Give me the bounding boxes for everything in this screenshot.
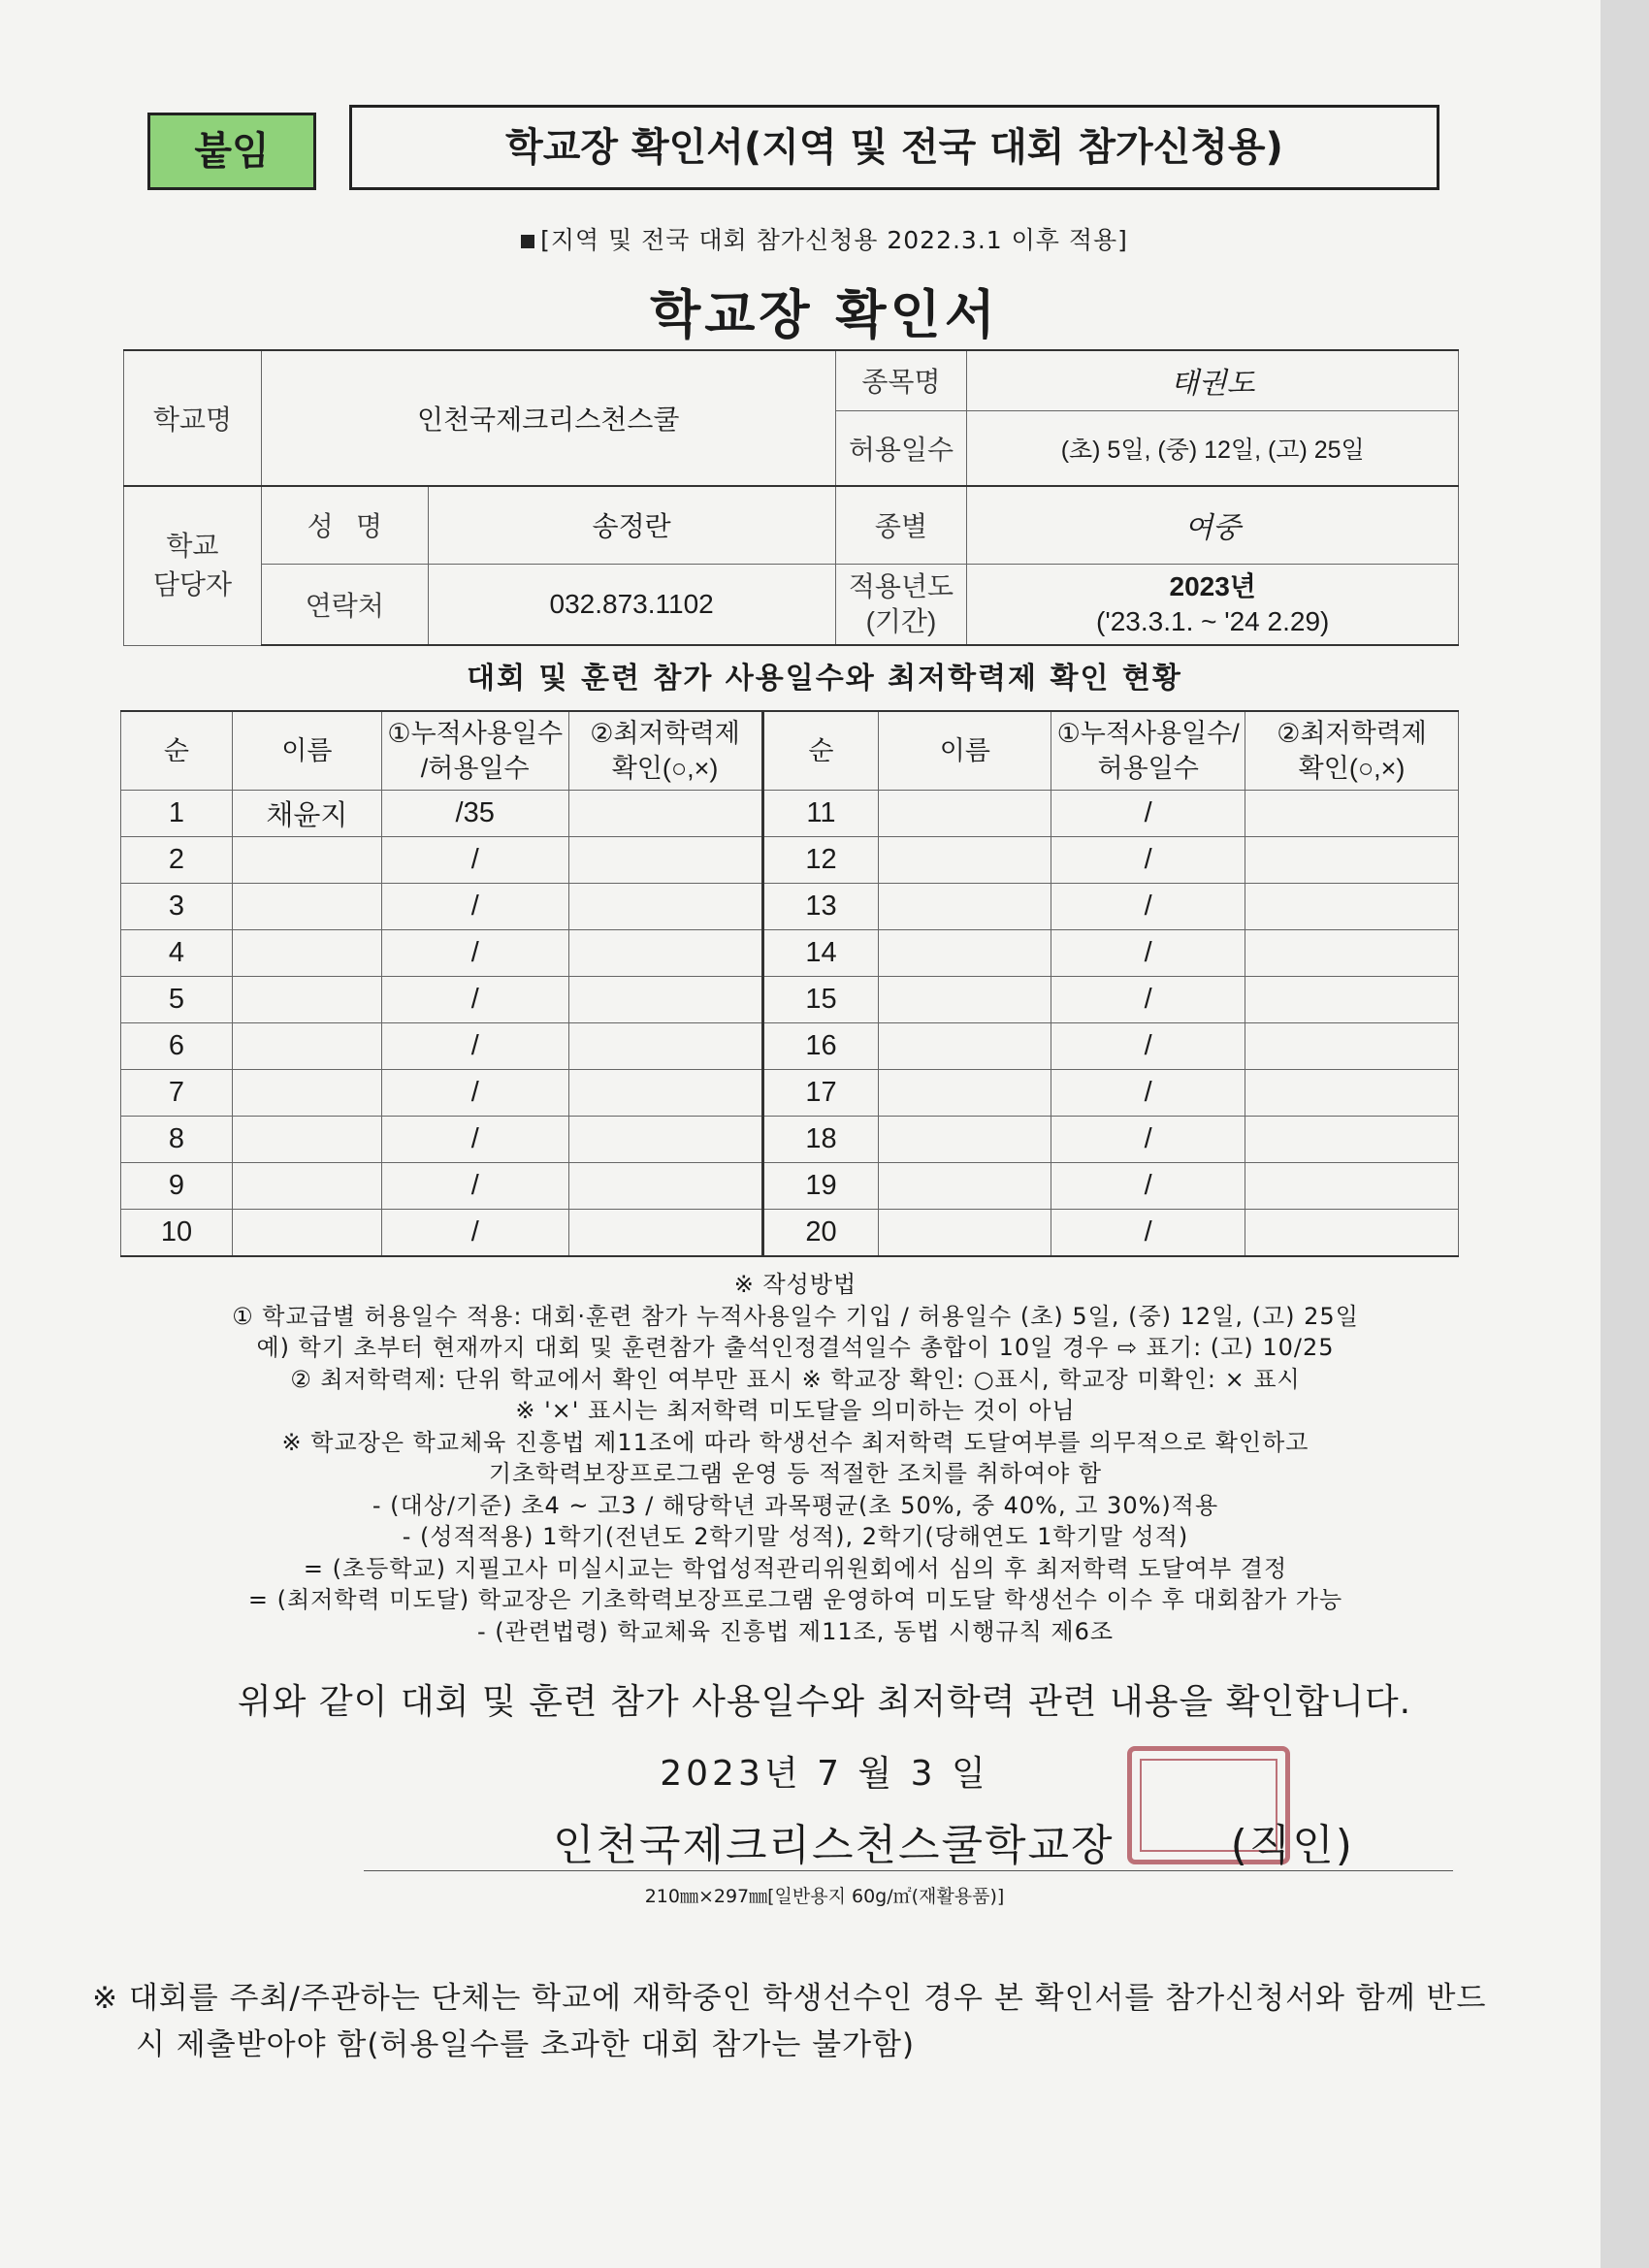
- row-days: /: [381, 884, 568, 930]
- col-check-left: ②최저학력제 확인(○,×): [568, 711, 762, 791]
- confirmation-statement: 위와 같이 대회 및 훈련 참가 사용일수와 최저학력 관련 내용을 확인합니다.: [237, 1682, 1412, 1722]
- row-check: [1245, 930, 1459, 977]
- row-name: [879, 1070, 1051, 1117]
- header-title: 학교장 확인서(지역 및 전국 대회 참가신청용): [349, 105, 1439, 190]
- row-check: [1245, 884, 1459, 930]
- guide-line: = (초등학교) 지필고사 미실시교는 학업성적관리위원회에서 심의 후 최저학력 도달여부 결정: [303, 1554, 1288, 1582]
- row-no: 19: [762, 1163, 879, 1210]
- row-name: [879, 1023, 1051, 1070]
- subnote-text: [지역 및 전국 대회 참가신청용 2022.3.1 이후 적용]: [540, 226, 1128, 254]
- school-manager-label: 학교 담당자: [124, 486, 262, 645]
- row-no: 5: [121, 977, 233, 1023]
- row-check: [1245, 1070, 1459, 1117]
- row-days: /: [381, 930, 568, 977]
- paper-spec: 210㎜×297㎜[일반용지 60g/㎡(재활용품)]: [644, 1886, 1005, 1907]
- table-row: [121, 977, 1459, 1023]
- row-no: 1: [121, 791, 233, 837]
- row-check: [568, 1163, 762, 1210]
- table-row: [121, 837, 1459, 884]
- col-days-left: ①누적사용일수 /허용일수: [381, 711, 568, 791]
- row-check: [1245, 1163, 1459, 1210]
- row-days: /35: [381, 791, 568, 837]
- apply-year-value: 2023년: [1169, 570, 1256, 601]
- row-no: 20: [762, 1210, 879, 1257]
- row-check: [568, 1117, 762, 1163]
- guide-line: 예) 학기 초부터 현재까지 대회 및 훈련참가 출석인정결석일수 총합이 10일 경우 ⇨ 표기: (고) 10/25: [256, 1334, 1335, 1361]
- col-check-right: ②최저학력제 확인(○,×): [1245, 711, 1459, 791]
- bottom-note-line: ※ 대회를 주최/주관하는 단체는 학교에 재학중인 학생선수인 경우 본 확인서를 참가신청서와 함께 반드: [92, 1981, 1487, 2016]
- apply-period-value: ('23.3.1. ~ '24 2.29): [1096, 605, 1330, 636]
- guide-line: ① 학교급별 허용일수 적용: 대회·훈련 참가 누적사용일수 기입 / 허용일수 (초) 5일, (중) 12일, (고) 25일: [232, 1302, 1359, 1330]
- row-name: [232, 1117, 381, 1163]
- row-days: /: [1051, 1070, 1245, 1117]
- row-name: [879, 1117, 1051, 1163]
- participants-table: [120, 710, 1459, 1257]
- subnote: [0, 221, 1649, 256]
- row-name: [232, 1070, 381, 1117]
- contact-label: 연락처: [261, 564, 428, 645]
- row-no: 13: [762, 884, 879, 930]
- signer: [553, 1810, 1354, 1872]
- section-title: 대회 및 훈련 참가 사용일수와 최저학력제 확인 현황: [467, 662, 1182, 696]
- row-name: [879, 930, 1051, 977]
- row-check: [1245, 1210, 1459, 1257]
- row-no: 18: [762, 1117, 879, 1163]
- row-check: [1245, 1023, 1459, 1070]
- row-no: 10: [121, 1210, 233, 1257]
- row-check: [568, 930, 762, 977]
- manager-name-label: 성 명: [261, 486, 428, 564]
- guide-line: ※ 학교장은 학교체육 진흥법 제11조에 따라 학생선수 최저학력 도달여부를 의무적으로 확인하고: [281, 1428, 1310, 1456]
- row-name: [232, 1163, 381, 1210]
- row-check: [568, 1210, 762, 1257]
- row-no: 2: [121, 837, 233, 884]
- school-info-table: [123, 349, 1459, 646]
- row-check: [1245, 791, 1459, 837]
- row-no: 16: [762, 1023, 879, 1070]
- row-name: [232, 1210, 381, 1257]
- row-days: /: [381, 1210, 568, 1257]
- row-check: [1245, 977, 1459, 1023]
- row-name: [232, 837, 381, 884]
- row-days: /: [1051, 837, 1245, 884]
- row-no: 9: [121, 1163, 233, 1210]
- writing-guide: [97, 1269, 1494, 1647]
- row-check: [568, 884, 762, 930]
- row-check: [568, 1070, 762, 1117]
- row-name: [232, 884, 381, 930]
- row-check: [1245, 837, 1459, 884]
- row-days: /: [381, 1023, 568, 1070]
- guide-line: - (대상/기준) 초4 ~ 고3 / 해당학년 과목평균(초 50%, 중 40%, 고 30%)적용: [372, 1491, 1219, 1519]
- row-days: /: [381, 1163, 568, 1210]
- row-days: /: [1051, 1023, 1245, 1070]
- col-name-right: 이름: [879, 711, 1051, 791]
- guide-line: - (성적적용) 1학기(전년도 2학기말 성적), 2학기(당해연도 1학기말 성적): [402, 1523, 1189, 1550]
- row-name: [232, 930, 381, 977]
- row-name: [879, 977, 1051, 1023]
- row-days: /: [1051, 1210, 1245, 1257]
- table-row: [121, 791, 1459, 837]
- sport-label: 종목명: [835, 350, 967, 410]
- row-days: /: [381, 1117, 568, 1163]
- row-days: /: [1051, 977, 1245, 1023]
- row-no: 6: [121, 1023, 233, 1070]
- row-no: 8: [121, 1117, 233, 1163]
- row-days: /: [381, 977, 568, 1023]
- manager-name-value: 송정란: [428, 486, 835, 564]
- row-days: /: [381, 1070, 568, 1117]
- table-row: [121, 1117, 1459, 1163]
- guide-line: 기초학력보장프로그램 운영 등 적절한 조치를 취하여야 함: [488, 1460, 1103, 1487]
- row-check: [568, 1023, 762, 1070]
- row-no: 7: [121, 1070, 233, 1117]
- row-name: [879, 837, 1051, 884]
- bottom-note: [92, 1975, 1489, 2068]
- row-no: 17: [762, 1070, 879, 1117]
- col-days-right: ①누적사용일수/ 허용일수: [1051, 711, 1245, 791]
- row-name: [879, 884, 1051, 930]
- header: [147, 105, 1439, 194]
- row-days: /: [1051, 1163, 1245, 1210]
- category-label: 종별: [835, 486, 967, 564]
- row-no: 14: [762, 930, 879, 977]
- row-days: /: [1051, 930, 1245, 977]
- row-no: 11: [762, 791, 879, 837]
- row-check: [568, 791, 762, 837]
- issue-date: 2023년 7 월 3 일: [660, 1754, 989, 1794]
- row-no: 3: [121, 884, 233, 930]
- attachment-badge: 붙임: [147, 113, 316, 190]
- school-name-label: 학교명: [124, 350, 262, 486]
- signer-name: 인천국제크리스천스쿨학교장: [553, 1821, 1115, 1870]
- apply-year-label: 적용년도 (기간): [835, 564, 967, 645]
- row-name: [879, 1210, 1051, 1257]
- guide-line: ※ 작성방법: [733, 1271, 857, 1298]
- row-check: [568, 837, 762, 884]
- table-row: [121, 1163, 1459, 1210]
- col-no-left: 순: [121, 711, 233, 791]
- row-check: [1245, 1117, 1459, 1163]
- school-name-value: 인천국제크리스천스쿨: [261, 350, 835, 486]
- row-name: [879, 791, 1051, 837]
- row-days: /: [381, 837, 568, 884]
- guide-line: ※ '×' 표시는 최저학력 미도달을 의미하는 것이 아님: [515, 1397, 1076, 1424]
- divider: [364, 1870, 1453, 1871]
- row-no: 15: [762, 977, 879, 1023]
- row-no: 12: [762, 837, 879, 884]
- row-name: [232, 1023, 381, 1070]
- row-check: [568, 977, 762, 1023]
- row-name: [232, 977, 381, 1023]
- col-no-right: 순: [762, 711, 879, 791]
- category-value: 여중: [967, 486, 1459, 564]
- table-row: [121, 930, 1459, 977]
- table-row: [121, 1070, 1459, 1117]
- table-row: [121, 1210, 1459, 1257]
- guide-line: - (관련법령) 학교체육 진흥법 제11조, 동법 시행규칙 제6조: [476, 1617, 1115, 1645]
- allowed-days-label: 허용일수: [835, 410, 967, 486]
- bottom-note-line: 시 제출받아야 함(허용일수를 초과한 대회 참가는 불가함): [136, 2027, 916, 2062]
- seal-label: (직인): [1230, 1821, 1354, 1870]
- row-no: 4: [121, 930, 233, 977]
- row-name: 채윤지: [232, 791, 381, 837]
- participants-header-row: [121, 711, 1459, 791]
- col-name-left: 이름: [232, 711, 381, 791]
- row-days: /: [1051, 791, 1245, 837]
- allowed-days-value: (초) 5일, (중) 12일, (고) 25일: [967, 410, 1459, 486]
- participants-body: [121, 791, 1459, 1257]
- row-days: /: [1051, 884, 1245, 930]
- table-row: [121, 884, 1459, 930]
- square-bullet-icon: [521, 235, 534, 248]
- table-row: [121, 1023, 1459, 1070]
- row-days: /: [1051, 1117, 1245, 1163]
- contact-value: 032.873.1102: [428, 564, 835, 645]
- page-title: 학교장 확인서: [650, 284, 999, 345]
- sport-value: 태권도: [967, 350, 1459, 410]
- guide-line: = (최저학력 미도달) 학교장은 기초학력보장프로그램 운영하여 미도달 학생선수 이수 후 대회참가 가능: [247, 1586, 1343, 1613]
- guide-line: ② 최저학력제: 단위 학교에서 확인 여부만 표시 ※ 학교장 확인: ○표시, 학교장 미확인: × 표시: [290, 1365, 1301, 1393]
- row-name: [879, 1163, 1051, 1210]
